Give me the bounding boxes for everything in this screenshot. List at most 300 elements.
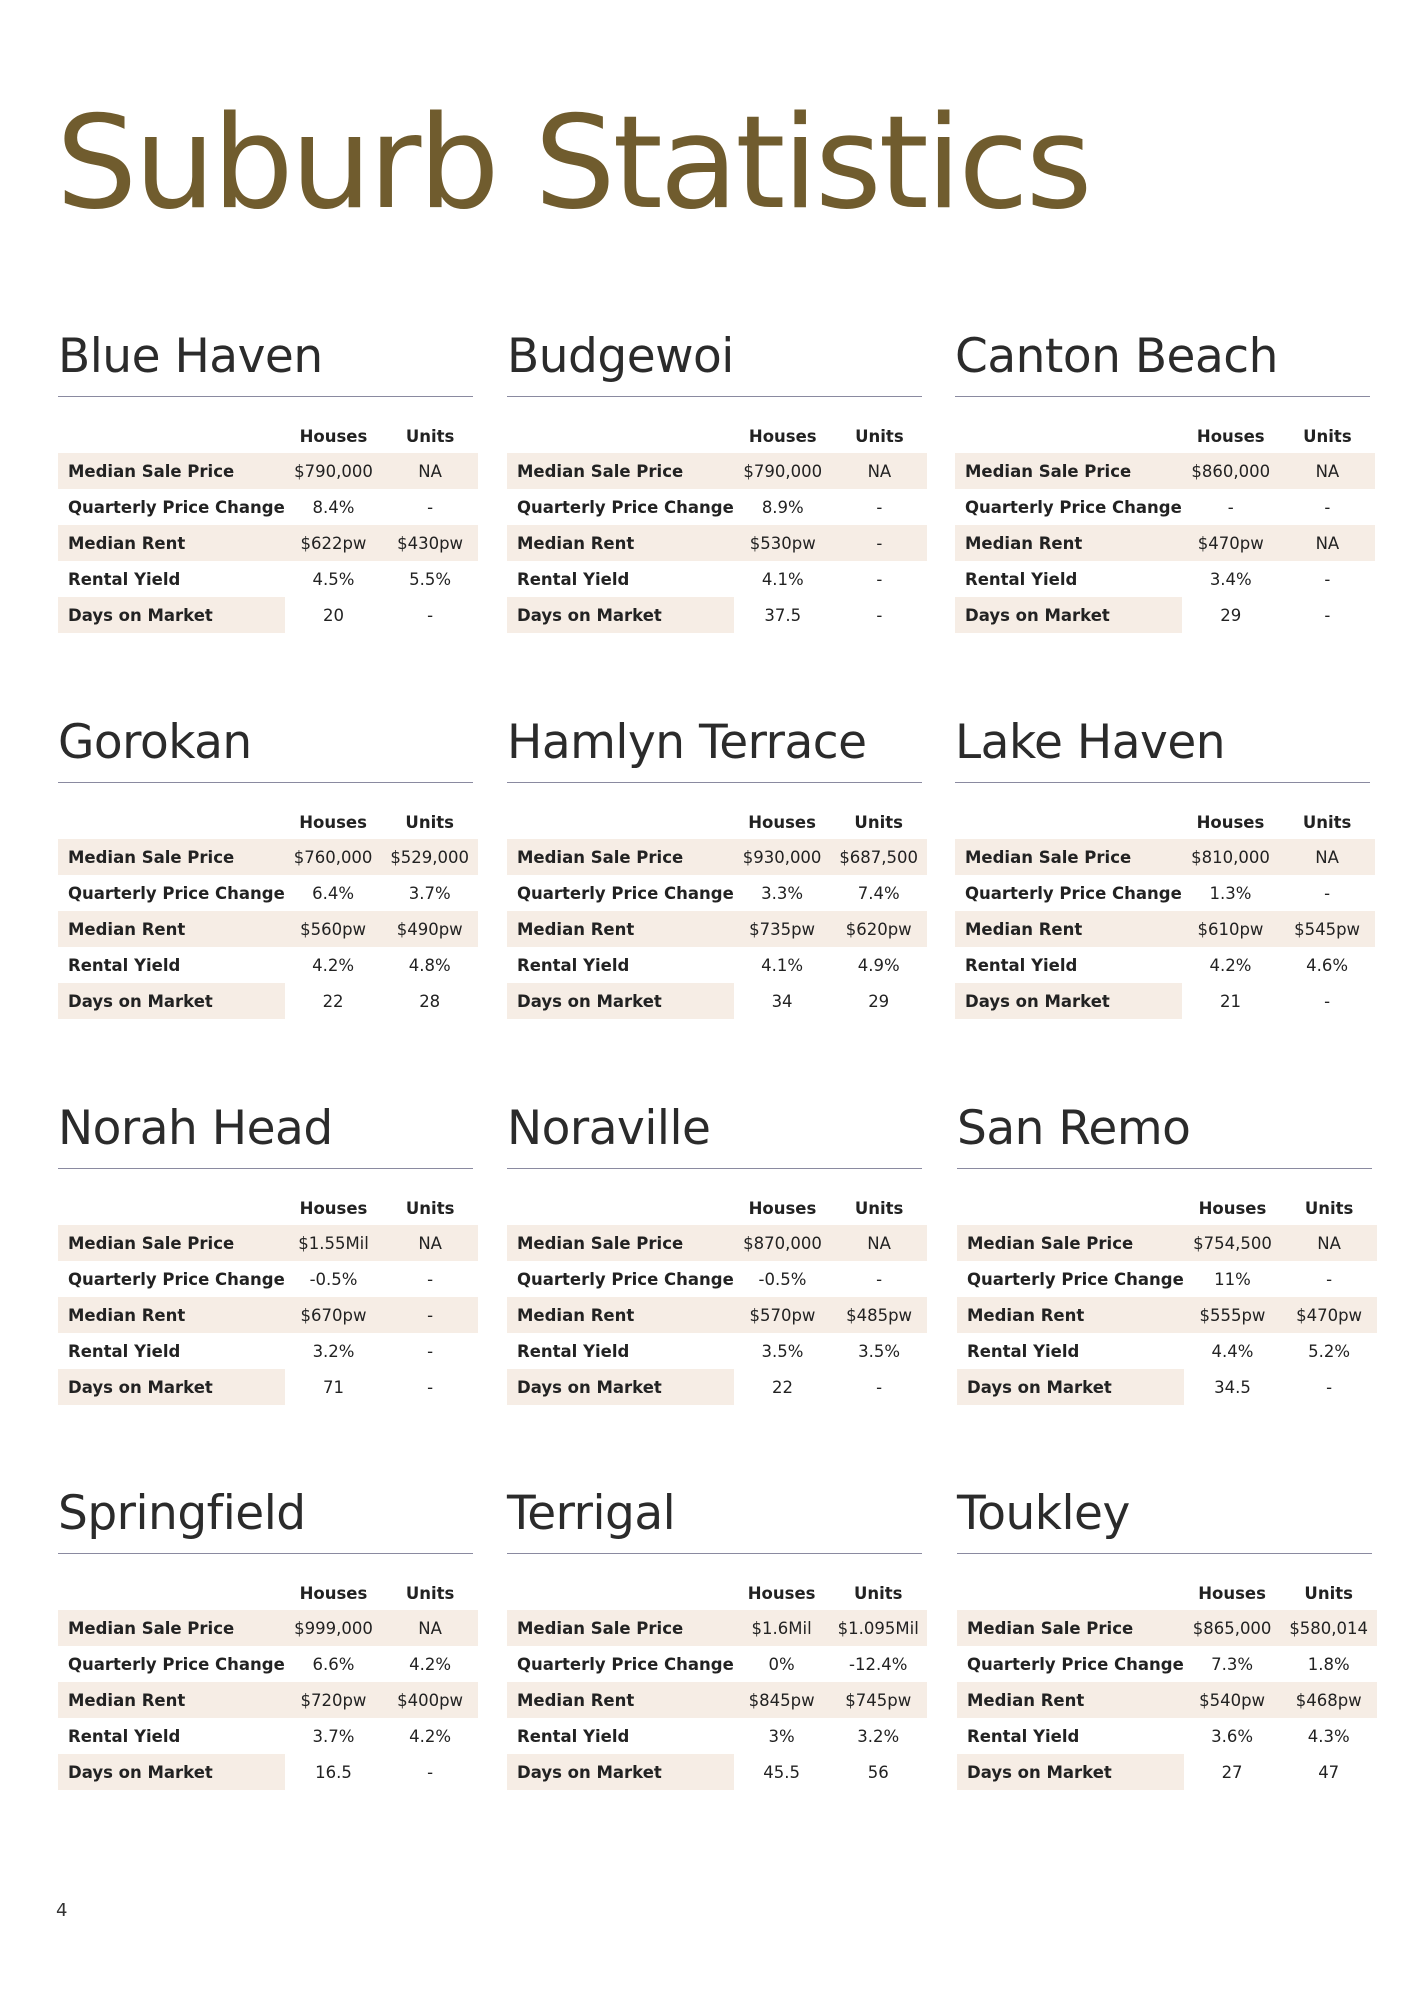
stats-table: [507, 1191, 927, 1405]
units-value: NA: [832, 453, 927, 489]
suburb-lake-haven: [955, 710, 1375, 1019]
suburb-san-remo: [957, 1096, 1377, 1405]
row-label: Quarterly Price Change: [68, 497, 285, 517]
suburb-name: Budgewoi: [507, 329, 734, 384]
units-value: -: [427, 1269, 434, 1289]
houses-value: -0.5%: [758, 1269, 807, 1289]
units-header: Units: [1304, 1583, 1353, 1603]
row-label: Days on Market: [955, 597, 1182, 633]
suburb-hamlyn-terrace: [507, 710, 927, 1019]
units-value: $545pw: [1279, 911, 1375, 947]
table-header: [58, 419, 478, 453]
units-value: -: [876, 1377, 883, 1397]
houses-value: $530pw: [734, 525, 832, 561]
row-label: Days on Market: [58, 1369, 285, 1405]
stats-table: [957, 1576, 1377, 1790]
houses-value: $560pw: [285, 911, 382, 947]
stats-table: [58, 805, 478, 1019]
units-value: 3.2%: [857, 1726, 900, 1746]
row-label: Median Sale Price: [58, 839, 285, 875]
row-label: Rental Yield: [965, 955, 1078, 975]
houses-value: $865,000: [1184, 1610, 1281, 1646]
divider: [58, 396, 473, 397]
table-header: [58, 1191, 478, 1225]
table-row: [955, 839, 1375, 875]
table-header: [957, 1576, 1377, 1610]
row-label: Days on Market: [955, 983, 1182, 1019]
row-label: Median Rent: [58, 1297, 285, 1333]
table-row: [957, 1261, 1377, 1297]
suburb-name: Norah Head: [58, 1101, 333, 1156]
table-row: [957, 1225, 1377, 1261]
row-label: Rental Yield: [965, 569, 1078, 589]
row-label: Quarterly Price Change: [68, 1654, 285, 1674]
row-label: Quarterly Price Change: [965, 883, 1182, 903]
row-label: Quarterly Price Change: [517, 497, 734, 517]
suburb-blue-haven: [58, 324, 478, 633]
row-label: Days on Market: [58, 983, 285, 1019]
units-value: $490pw: [381, 911, 478, 947]
houses-header: Houses: [299, 1583, 368, 1603]
table-header: [58, 1576, 478, 1610]
houses-value: 4.1%: [761, 569, 804, 589]
divider: [957, 1553, 1372, 1554]
houses-value: $930,000: [734, 839, 831, 875]
houses-header: Houses: [1198, 1198, 1267, 1218]
row-label: Median Sale Price: [507, 1225, 734, 1261]
houses-value: 4.2%: [1209, 955, 1252, 975]
stats-table: [58, 1191, 478, 1405]
table-row: [957, 1333, 1377, 1369]
houses-value: 21: [1219, 991, 1241, 1011]
stats-table: [58, 419, 478, 633]
houses-value: 22: [322, 991, 344, 1011]
row-label: Rental Yield: [68, 569, 181, 589]
table-row: [957, 1369, 1377, 1405]
houses-header: Houses: [299, 812, 367, 832]
table-row: [507, 911, 927, 947]
units-value: $687,500: [830, 839, 927, 875]
table-row: [507, 947, 927, 983]
units-value: 29: [868, 991, 890, 1011]
houses-value: 20: [322, 605, 344, 625]
row-label: Median Rent: [507, 525, 734, 561]
suburb-name: Canton Beach: [955, 329, 1278, 384]
houses-value: 6.6%: [312, 1654, 355, 1674]
row-label: Rental Yield: [68, 1726, 181, 1746]
houses-value: $610pw: [1182, 911, 1279, 947]
units-header: Units: [855, 426, 904, 446]
table-row: [507, 1754, 927, 1790]
divider: [507, 396, 922, 397]
houses-value: 3.4%: [1209, 569, 1252, 589]
table-row: [955, 875, 1375, 911]
row-label: Rental Yield: [517, 1341, 630, 1361]
table-row: [507, 489, 927, 525]
row-label: Median Sale Price: [58, 1225, 285, 1261]
row-label: Quarterly Price Change: [967, 1654, 1184, 1674]
houses-value: $735pw: [734, 911, 831, 947]
units-value: NA: [1280, 525, 1375, 561]
units-value: $400pw: [382, 1682, 478, 1718]
units-value: $580,014: [1280, 1610, 1377, 1646]
houses-value: 3.7%: [312, 1726, 355, 1746]
units-header: Units: [1304, 1198, 1354, 1218]
houses-value: 37.5: [764, 605, 802, 625]
divider: [507, 1553, 922, 1554]
row-label: Rental Yield: [517, 569, 630, 589]
row-label: Days on Market: [507, 1754, 734, 1790]
row-label: Median Rent: [58, 525, 285, 561]
stats-table: [957, 1191, 1377, 1405]
houses-value: 3.6%: [1211, 1726, 1254, 1746]
table-row: [955, 453, 1375, 489]
units-value: NA: [382, 1610, 478, 1646]
units-value: 3.7%: [408, 883, 451, 903]
houses-value: $470pw: [1182, 525, 1280, 561]
units-value: -: [427, 1377, 434, 1397]
units-value: $468pw: [1280, 1682, 1377, 1718]
row-label: Median Rent: [507, 1682, 734, 1718]
table-row: [507, 983, 927, 1019]
houses-value: 16.5: [315, 1762, 352, 1782]
page-number: 4: [56, 1900, 68, 1921]
table-row: [955, 911, 1375, 947]
suburb-terrigal: [507, 1481, 927, 1790]
houses-value: 0%: [768, 1654, 795, 1674]
row-label: Median Sale Price: [957, 1610, 1184, 1646]
houses-header: Houses: [748, 1198, 817, 1218]
houses-value: 34.5: [1214, 1377, 1251, 1397]
divider: [955, 782, 1370, 783]
stats-table: [955, 419, 1375, 633]
units-value: $430pw: [382, 525, 478, 561]
divider: [58, 1168, 473, 1169]
suburb-springfield: [58, 1481, 478, 1790]
row-label: Days on Market: [58, 597, 285, 633]
houses-value: 22: [771, 1377, 793, 1397]
row-label: Median Sale Price: [507, 1610, 734, 1646]
units-value: -: [1326, 1377, 1333, 1397]
stats-table: [507, 1576, 927, 1790]
table-row: [507, 561, 927, 597]
table-row: [507, 1682, 927, 1718]
units-value: 4.9%: [857, 955, 900, 975]
table-row: [58, 1261, 478, 1297]
row-label: Rental Yield: [967, 1341, 1080, 1361]
houses-value: 4.4%: [1211, 1341, 1254, 1361]
units-header: Units: [405, 812, 454, 832]
units-value: 4.2%: [409, 1726, 452, 1746]
units-value: 7.4%: [857, 883, 900, 903]
row-label: Median Rent: [957, 1682, 1184, 1718]
units-value: -: [1324, 605, 1331, 625]
row-label: Quarterly Price Change: [965, 497, 1182, 517]
houses-value: $720pw: [285, 1682, 382, 1718]
units-value: -: [427, 497, 434, 517]
houses-header: Houses: [299, 1198, 368, 1218]
units-value: 4.8%: [408, 955, 451, 975]
houses-value: 3.3%: [761, 883, 804, 903]
row-label: Days on Market: [507, 983, 734, 1019]
row-label: Days on Market: [957, 1754, 1184, 1790]
units-value: -: [832, 525, 927, 561]
units-value: 5.2%: [1308, 1341, 1351, 1361]
houses-value: $622pw: [285, 525, 382, 561]
row-label: Median Rent: [955, 911, 1182, 947]
row-label: Days on Market: [507, 597, 734, 633]
row-label: Quarterly Price Change: [68, 883, 285, 903]
houses-value: 1.3%: [1209, 883, 1252, 903]
table-row: [58, 1610, 478, 1646]
houses-value: $670pw: [285, 1297, 383, 1333]
units-header: Units: [1303, 426, 1352, 446]
table-row: [957, 1754, 1377, 1790]
stats-table: [58, 1576, 478, 1790]
table-row: [955, 947, 1375, 983]
table-row: [955, 561, 1375, 597]
units-value: -: [876, 605, 883, 625]
suburb-canton-beach: [955, 324, 1375, 633]
houses-value: 3.5%: [761, 1341, 804, 1361]
row-label: Median Rent: [58, 911, 285, 947]
units-value: NA: [831, 1225, 927, 1261]
table-row: [957, 1718, 1377, 1754]
suburb-name: Gorokan: [58, 715, 252, 770]
units-value: -: [1324, 569, 1331, 589]
units-value: $485pw: [831, 1297, 927, 1333]
units-value: $470pw: [1281, 1297, 1377, 1333]
table-row: [507, 1297, 927, 1333]
row-label: Median Rent: [955, 525, 1182, 561]
table-row: [58, 911, 478, 947]
suburb-name: Lake Haven: [955, 715, 1226, 770]
units-value: 3.5%: [858, 1341, 901, 1361]
houses-header: Houses: [1196, 812, 1265, 832]
houses-value: $1.55Mil: [285, 1225, 383, 1261]
houses-value: $870,000: [734, 1225, 831, 1261]
units-value: -: [427, 605, 434, 625]
table-row: [507, 453, 927, 489]
houses-value: $555pw: [1184, 1297, 1281, 1333]
houses-value: 8.4%: [312, 497, 355, 517]
row-label: Days on Market: [58, 1754, 285, 1790]
units-value: 28: [419, 991, 441, 1011]
houses-value: 8.9%: [761, 497, 804, 517]
divider: [58, 782, 473, 783]
table-row: [957, 1682, 1377, 1718]
units-value: -: [876, 569, 883, 589]
table-header: [955, 419, 1375, 453]
table-row: [58, 1646, 478, 1682]
houses-value: 3.2%: [312, 1341, 355, 1361]
table-header: [507, 419, 927, 453]
suburb-budgewoi: [507, 324, 927, 633]
divider: [507, 1168, 922, 1169]
units-value: 4.3%: [1307, 1726, 1350, 1746]
row-label: Rental Yield: [68, 1341, 181, 1361]
houses-value: 3%: [768, 1726, 795, 1746]
houses-value: $754,500: [1184, 1225, 1281, 1261]
table-row: [58, 1682, 478, 1718]
houses-value: $790,000: [734, 453, 832, 489]
units-value: -: [1326, 1269, 1333, 1289]
table-row: [955, 525, 1375, 561]
houses-header: Houses: [747, 1583, 816, 1603]
houses-value: $540pw: [1184, 1682, 1281, 1718]
table-header: [507, 1576, 927, 1610]
stats-table: [507, 419, 927, 633]
houses-value: -0.5%: [309, 1269, 358, 1289]
table-row: [58, 489, 478, 525]
table-header: [58, 805, 478, 839]
row-label: Median Rent: [957, 1297, 1184, 1333]
houses-value: 4.5%: [312, 569, 355, 589]
houses-header: Houses: [748, 426, 817, 446]
table-header: [957, 1191, 1377, 1225]
table-row: [507, 1369, 927, 1405]
table-row: [58, 1369, 478, 1405]
units-header: Units: [854, 812, 903, 832]
houses-value: 34: [771, 991, 793, 1011]
table-row: [507, 875, 927, 911]
row-label: Median Sale Price: [507, 839, 734, 875]
row-label: Rental Yield: [517, 955, 630, 975]
row-label: Days on Market: [507, 1369, 734, 1405]
suburb-name: Springfield: [58, 1486, 306, 1541]
table-row: [58, 875, 478, 911]
row-label: Median Sale Price: [955, 453, 1182, 489]
houses-value: 7.3%: [1211, 1654, 1254, 1674]
table-row: [58, 525, 478, 561]
houses-header: Houses: [1198, 1583, 1266, 1603]
houses-value: $810,000: [1182, 839, 1279, 875]
row-label: Median Rent: [507, 1297, 734, 1333]
units-value: -12.4%: [849, 1654, 908, 1674]
divider: [58, 1553, 473, 1554]
table-row: [58, 947, 478, 983]
row-label: Quarterly Price Change: [517, 1269, 734, 1289]
row-label: Rental Yield: [68, 955, 181, 975]
page-title: Suburb Statistics: [56, 89, 1090, 238]
row-label: Median Sale Price: [58, 453, 285, 489]
houses-value: $790,000: [285, 453, 382, 489]
houses-value: $860,000: [1182, 453, 1280, 489]
units-value: $529,000: [381, 839, 478, 875]
units-header: Units: [854, 1198, 904, 1218]
table-row: [58, 561, 478, 597]
table-row: [58, 1754, 478, 1790]
units-value: $620pw: [830, 911, 927, 947]
houses-value: -: [1227, 497, 1234, 517]
row-label: Days on Market: [957, 1369, 1184, 1405]
suburb-noraville: [507, 1096, 927, 1405]
row-label: Quarterly Price Change: [517, 1654, 734, 1674]
units-header: Units: [853, 1583, 903, 1603]
row-label: Quarterly Price Change: [68, 1269, 285, 1289]
units-value: 4.6%: [1306, 955, 1349, 975]
table-header: [507, 805, 927, 839]
houses-header: Houses: [299, 426, 368, 446]
units-value: -: [1324, 991, 1331, 1011]
table-row: [507, 525, 927, 561]
suburb-norah-head: [58, 1096, 478, 1405]
units-value: 5.5%: [409, 569, 452, 589]
table-row: [507, 1610, 927, 1646]
suburb-toukley: [957, 1481, 1377, 1790]
row-label: Median Sale Price: [507, 453, 734, 489]
table-row: [58, 983, 478, 1019]
table-row: [507, 597, 927, 633]
houses-value: $570pw: [734, 1297, 831, 1333]
row-label: Median Rent: [507, 911, 734, 947]
units-value: -: [427, 1762, 434, 1782]
units-value: 56: [867, 1762, 889, 1782]
houses-value: 4.2%: [312, 955, 355, 975]
table-row: [507, 1225, 927, 1261]
suburb-gorokan: [58, 710, 478, 1019]
divider: [957, 1168, 1372, 1169]
houses-value: 45.5: [763, 1762, 800, 1782]
table-row: [957, 1610, 1377, 1646]
units-value: 4.2%: [409, 1654, 452, 1674]
table-row: [955, 597, 1375, 633]
houses-value: 27: [1221, 1762, 1243, 1782]
table-row: [957, 1646, 1377, 1682]
divider: [507, 782, 922, 783]
suburb-name: Toukley: [957, 1486, 1130, 1541]
table-header: [955, 805, 1375, 839]
suburb-name: Noraville: [507, 1101, 711, 1156]
houses-value: 71: [323, 1377, 345, 1397]
row-label: Median Sale Price: [58, 1610, 285, 1646]
units-value: -: [876, 497, 883, 517]
houses-value: $760,000: [285, 839, 382, 875]
units-header: Units: [405, 426, 455, 446]
table-row: [58, 1297, 478, 1333]
table-row: [955, 489, 1375, 525]
units-value: -: [876, 1269, 883, 1289]
row-label: Median Sale Price: [957, 1225, 1184, 1261]
units-header: Units: [405, 1198, 455, 1218]
units-value: -: [1324, 883, 1331, 903]
suburb-name: San Remo: [957, 1101, 1191, 1156]
units-value: $745pw: [829, 1682, 927, 1718]
units-value: NA: [1279, 839, 1375, 875]
table-row: [58, 839, 478, 875]
table-row: [955, 983, 1375, 1019]
table-row: [507, 1261, 927, 1297]
row-label: Quarterly Price Change: [967, 1269, 1184, 1289]
divider: [955, 396, 1370, 397]
units-value: NA: [382, 453, 478, 489]
houses-value: $845pw: [734, 1682, 830, 1718]
houses-value: 4.1%: [761, 955, 804, 975]
units-value: 47: [1318, 1762, 1340, 1782]
table-row: [58, 1225, 478, 1261]
table-row: [507, 1718, 927, 1754]
houses-value: 11%: [1214, 1269, 1251, 1289]
stats-table: [955, 805, 1375, 1019]
units-header: Units: [1302, 812, 1352, 832]
suburb-name: Blue Haven: [58, 329, 323, 384]
houses-header: Houses: [1196, 426, 1265, 446]
table-row: [58, 453, 478, 489]
units-value: -: [427, 1341, 434, 1361]
units-value: NA: [382, 1225, 478, 1261]
table-row: [507, 1333, 927, 1369]
units-value: NA: [1280, 453, 1375, 489]
